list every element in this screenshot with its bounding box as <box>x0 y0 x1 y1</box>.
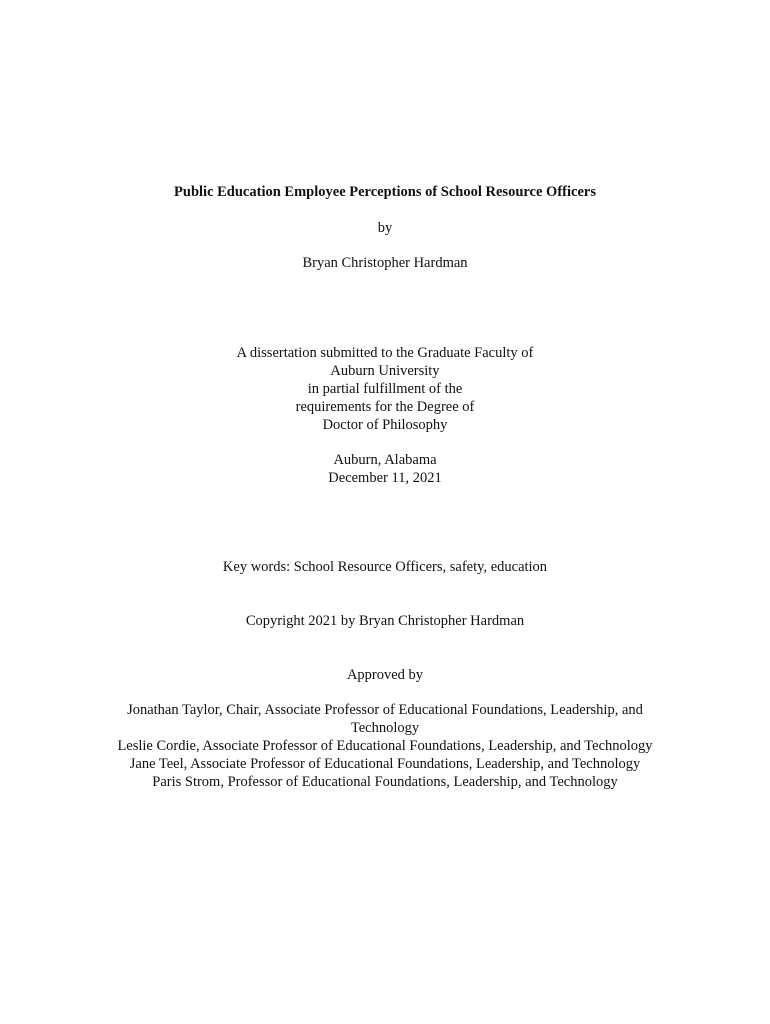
copyright: Copyright 2021 by Bryan Christopher Hardman <box>245 613 525 629</box>
submission-line: in partial fulfillment of the <box>307 381 463 397</box>
submission-line: A dissertation submitted to the Graduate Faculty of <box>236 345 534 361</box>
date: December 11, 2021 <box>328 470 442 486</box>
approved-by-label: Approved by <box>346 667 424 683</box>
keywords: Key words: School Resource Officers, safety, education <box>222 559 548 575</box>
by-label: by <box>377 220 393 236</box>
committee-member: Leslie Cordie, Associate Professor of Educational Foundations, Leadership, and Technology <box>117 738 653 754</box>
submission-line: Auburn University <box>330 363 440 379</box>
committee-member: Jonathan Taylor, Chair, Associate Professor of Educational Foundations, Leadership, and <box>127 702 643 718</box>
committee-member: Paris Strom, Professor of Educational Foundations, Leadership, and Technology <box>152 774 618 790</box>
committee-member: Technology <box>350 720 420 736</box>
submission-line: Doctor of Philosophy <box>322 417 448 433</box>
submission-line: requirements for the Degree of <box>295 399 475 415</box>
committee-list <box>0 701 770 791</box>
location: Auburn, Alabama <box>333 452 437 468</box>
dissertation-title: Public Education Employee Perceptions of School Resource Officers <box>174 184 596 200</box>
committee-member: Jane Teel, Associate Professor of Educational Foundations, Leadership, and Technology <box>129 756 641 772</box>
author-name: Bryan Christopher Hardman <box>302 255 468 271</box>
submission-statement <box>0 344 770 434</box>
